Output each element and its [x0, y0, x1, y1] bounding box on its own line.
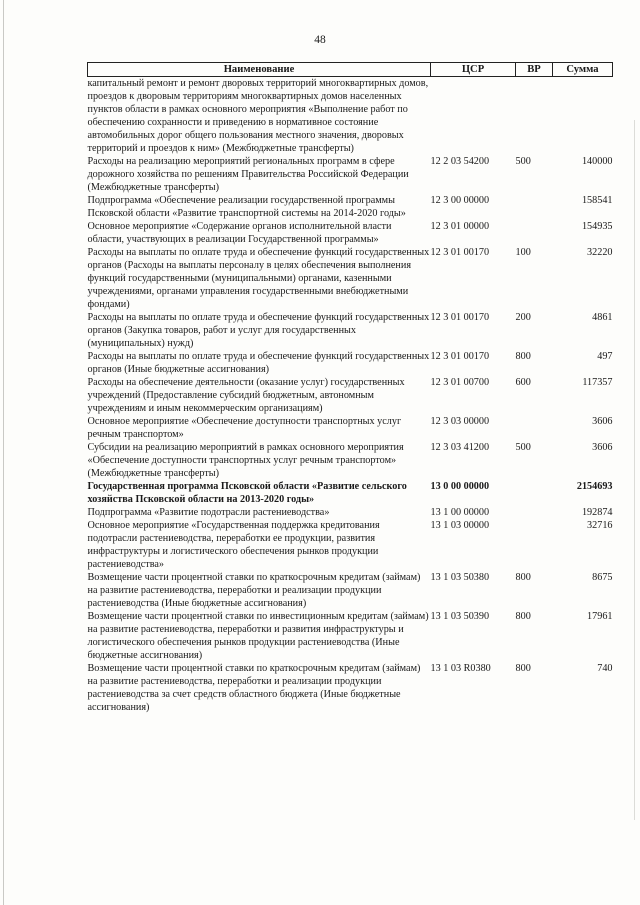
row-csr: 12 3 01 00170 — [430, 351, 490, 362]
table-row — [88, 571, 613, 610]
row-vr — [516, 220, 553, 246]
budget-table — [87, 62, 613, 714]
row-csr: 12 3 00 00000 — [430, 195, 490, 206]
scan-left-edge — [3, 0, 4, 905]
row-sum: 32716 — [587, 520, 613, 531]
row-sum: 8675 — [592, 572, 613, 583]
table-row — [88, 610, 613, 662]
row-sum: 158541 — [581, 195, 613, 206]
row-csr: 12 3 03 00000 — [430, 416, 490, 427]
row-name: Государственная программа Псковской области «Развитие сельского хозяйства Псковской области на 2013-2020 годы» — [87, 481, 407, 505]
row-csr: 12 3 01 00000 — [430, 221, 490, 232]
row-vr — [516, 519, 553, 571]
row-sum: 740 — [597, 663, 613, 674]
row-vr: 100 — [515, 247, 531, 258]
row-vr: 800 — [515, 663, 531, 674]
header-sum: Сумма — [553, 63, 613, 77]
row-sum: 497 — [597, 351, 613, 362]
header-csr: ЦСР — [431, 63, 516, 77]
row-name: Подпрограмма «Развитие подотрасли растениеводства» — [87, 507, 330, 518]
table-row — [88, 311, 613, 350]
row-sum: 2154693 — [576, 481, 613, 492]
row-csr: 13 1 03 00000 — [430, 520, 490, 531]
row-csr: 13 1 03 R0380 — [430, 663, 491, 674]
row-sum: 17961 — [587, 611, 613, 622]
row-sum: 140000 — [581, 156, 613, 167]
row-sum: 117357 — [582, 377, 613, 388]
row-name: Расходы на обеспечение деятельности (оказание услуг) государственных учреждений (Предоставление субсидий бюджетным, автономным учреждениям и иным некоммерческим организациям) — [87, 377, 405, 414]
page-number: 48 — [314, 34, 326, 46]
row-name: Субсидии на реализацию мероприятий в рамках основного мероприятия «Обеспечение доступности транспортных услуг речным транспортом» (Межбюджетные трансферты) — [87, 442, 404, 479]
table-row — [88, 155, 613, 194]
row-sum: 192874 — [581, 507, 613, 518]
row-sum: 154935 — [581, 221, 613, 232]
row-csr: 12 3 01 00170 — [430, 247, 490, 258]
table-row — [88, 415, 613, 441]
row-vr: 500 — [515, 156, 531, 167]
table-row — [88, 480, 613, 506]
row-vr — [516, 415, 553, 441]
row-sum: 3606 — [592, 416, 613, 427]
table-row — [88, 662, 613, 714]
table-row — [88, 350, 613, 376]
row-vr: 200 — [515, 312, 531, 323]
row-csr: 12 3 01 00170 — [430, 312, 490, 323]
row-csr: 12 2 03 54200 — [430, 156, 490, 167]
row-vr: 800 — [515, 611, 531, 622]
row-name: Расходы на выплаты по оплате труда и обеспечение функций государственных органов (Расходы на выплаты персоналу в целях обеспечения выполнения функций государственными (муниципальными) органами, казенными учреждениями, органами управления государственными внебюджетными фондами) — [87, 247, 430, 310]
row-name: Основное мероприятие «Государственная поддержка кредитования подотрасли растениеводства, переработки ее продукции, развития инфраструктуры и логистического обеспечения рынков продукции растениеводства» — [87, 520, 380, 570]
row-name: Подпрограмма «Обеспечение реализации государственной программы Псковской области «Развитие транспортной системы на 2014-2020 годы» — [87, 195, 406, 219]
row-csr: 13 1 03 50390 — [430, 611, 490, 622]
table-row — [88, 519, 613, 571]
row-csr — [431, 77, 516, 156]
row-name: Основное мероприятие «Обеспечение доступности транспортных услуг речным транспортом» — [87, 416, 402, 440]
header-name: Наименование — [88, 63, 431, 77]
row-sum: 4861 — [592, 312, 613, 323]
row-vr — [516, 77, 553, 156]
header-vr: ВР — [516, 63, 553, 77]
row-vr — [516, 506, 553, 519]
table-row — [88, 506, 613, 519]
row-sum: 3606 — [592, 442, 613, 453]
row-csr: 12 3 03 41200 — [430, 442, 490, 453]
row-name: Возмещение части процентной ставки по краткосрочным кредитам (займам) на развитие растениеводства, переработки и реализации продукции растениеводства за счет средств областного бюджета (Иные бюджетные ассигнования) — [87, 663, 421, 713]
row-name: Основное мероприятие «Содержание органов исполнительной власти области, участвующих в реализации Государственной программы» — [87, 221, 392, 245]
row-csr: 13 1 00 00000 — [430, 507, 490, 518]
row-name: Расходы на реализацию мероприятий региональных программ в сфере дорожного хозяйства по решениям Правительства Российской Федерации (Межбюджетные трансферты) — [87, 156, 409, 193]
row-name: Расходы на выплаты по оплате труда и обеспечение функций государственных органов (Иные бюджетные ассигнования) — [87, 351, 430, 375]
row-vr: 500 — [515, 442, 531, 453]
row-name: Возмещение части процентной ставки по инвестиционным кредитам (займам) на развитие растениеводства, переработки и развития инфраструктуры и логистического обеспечения рынков продукции растениеводства (Иные бюджетные ассигнования) — [87, 611, 429, 661]
row-vr: 600 — [515, 377, 531, 388]
row-sum — [553, 77, 613, 156]
table-row — [88, 441, 613, 480]
row-csr: 13 0 00 00000 — [430, 481, 490, 492]
row-csr: 12 3 01 00700 — [430, 377, 490, 388]
row-vr: 800 — [515, 572, 531, 583]
row-csr: 13 1 03 50380 — [430, 572, 490, 583]
table-header-row — [88, 63, 613, 77]
table-row — [88, 220, 613, 246]
row-name: Возмещение части процентной ставки по краткосрочным кредитам (займам) на развитие растениеводства, переработки и реализации продукции растениеводства (Иные бюджетные ассигнования) — [87, 572, 421, 609]
scan-right-edge — [634, 120, 635, 820]
row-vr — [516, 194, 553, 220]
table-row — [88, 376, 613, 415]
table-body — [88, 77, 613, 715]
table-row — [88, 246, 613, 311]
row-vr: 800 — [515, 351, 531, 362]
row-name: Расходы на выплаты по оплате труда и обеспечение функций государственных органов (Закупка товаров, работ и услуг для государственных (муниципальных) нужд) — [87, 312, 430, 349]
table-row — [88, 194, 613, 220]
row-sum: 32220 — [587, 247, 613, 258]
table-row — [88, 77, 613, 156]
row-name: капитальный ремонт и ремонт дворовых территорий многоквартирных домов, проездов к дворовым территориям многоквартирных домов населенных пунктов области в рамках основного мероприятия «Выполнение работ по обеспечению сохранности и приведению в нормативное состояние автомобильных дорог общего пользования местного значения, дворовых территорий и проездов к ним» (Межбюджетные трансферты) — [87, 78, 429, 154]
row-vr — [516, 480, 553, 506]
